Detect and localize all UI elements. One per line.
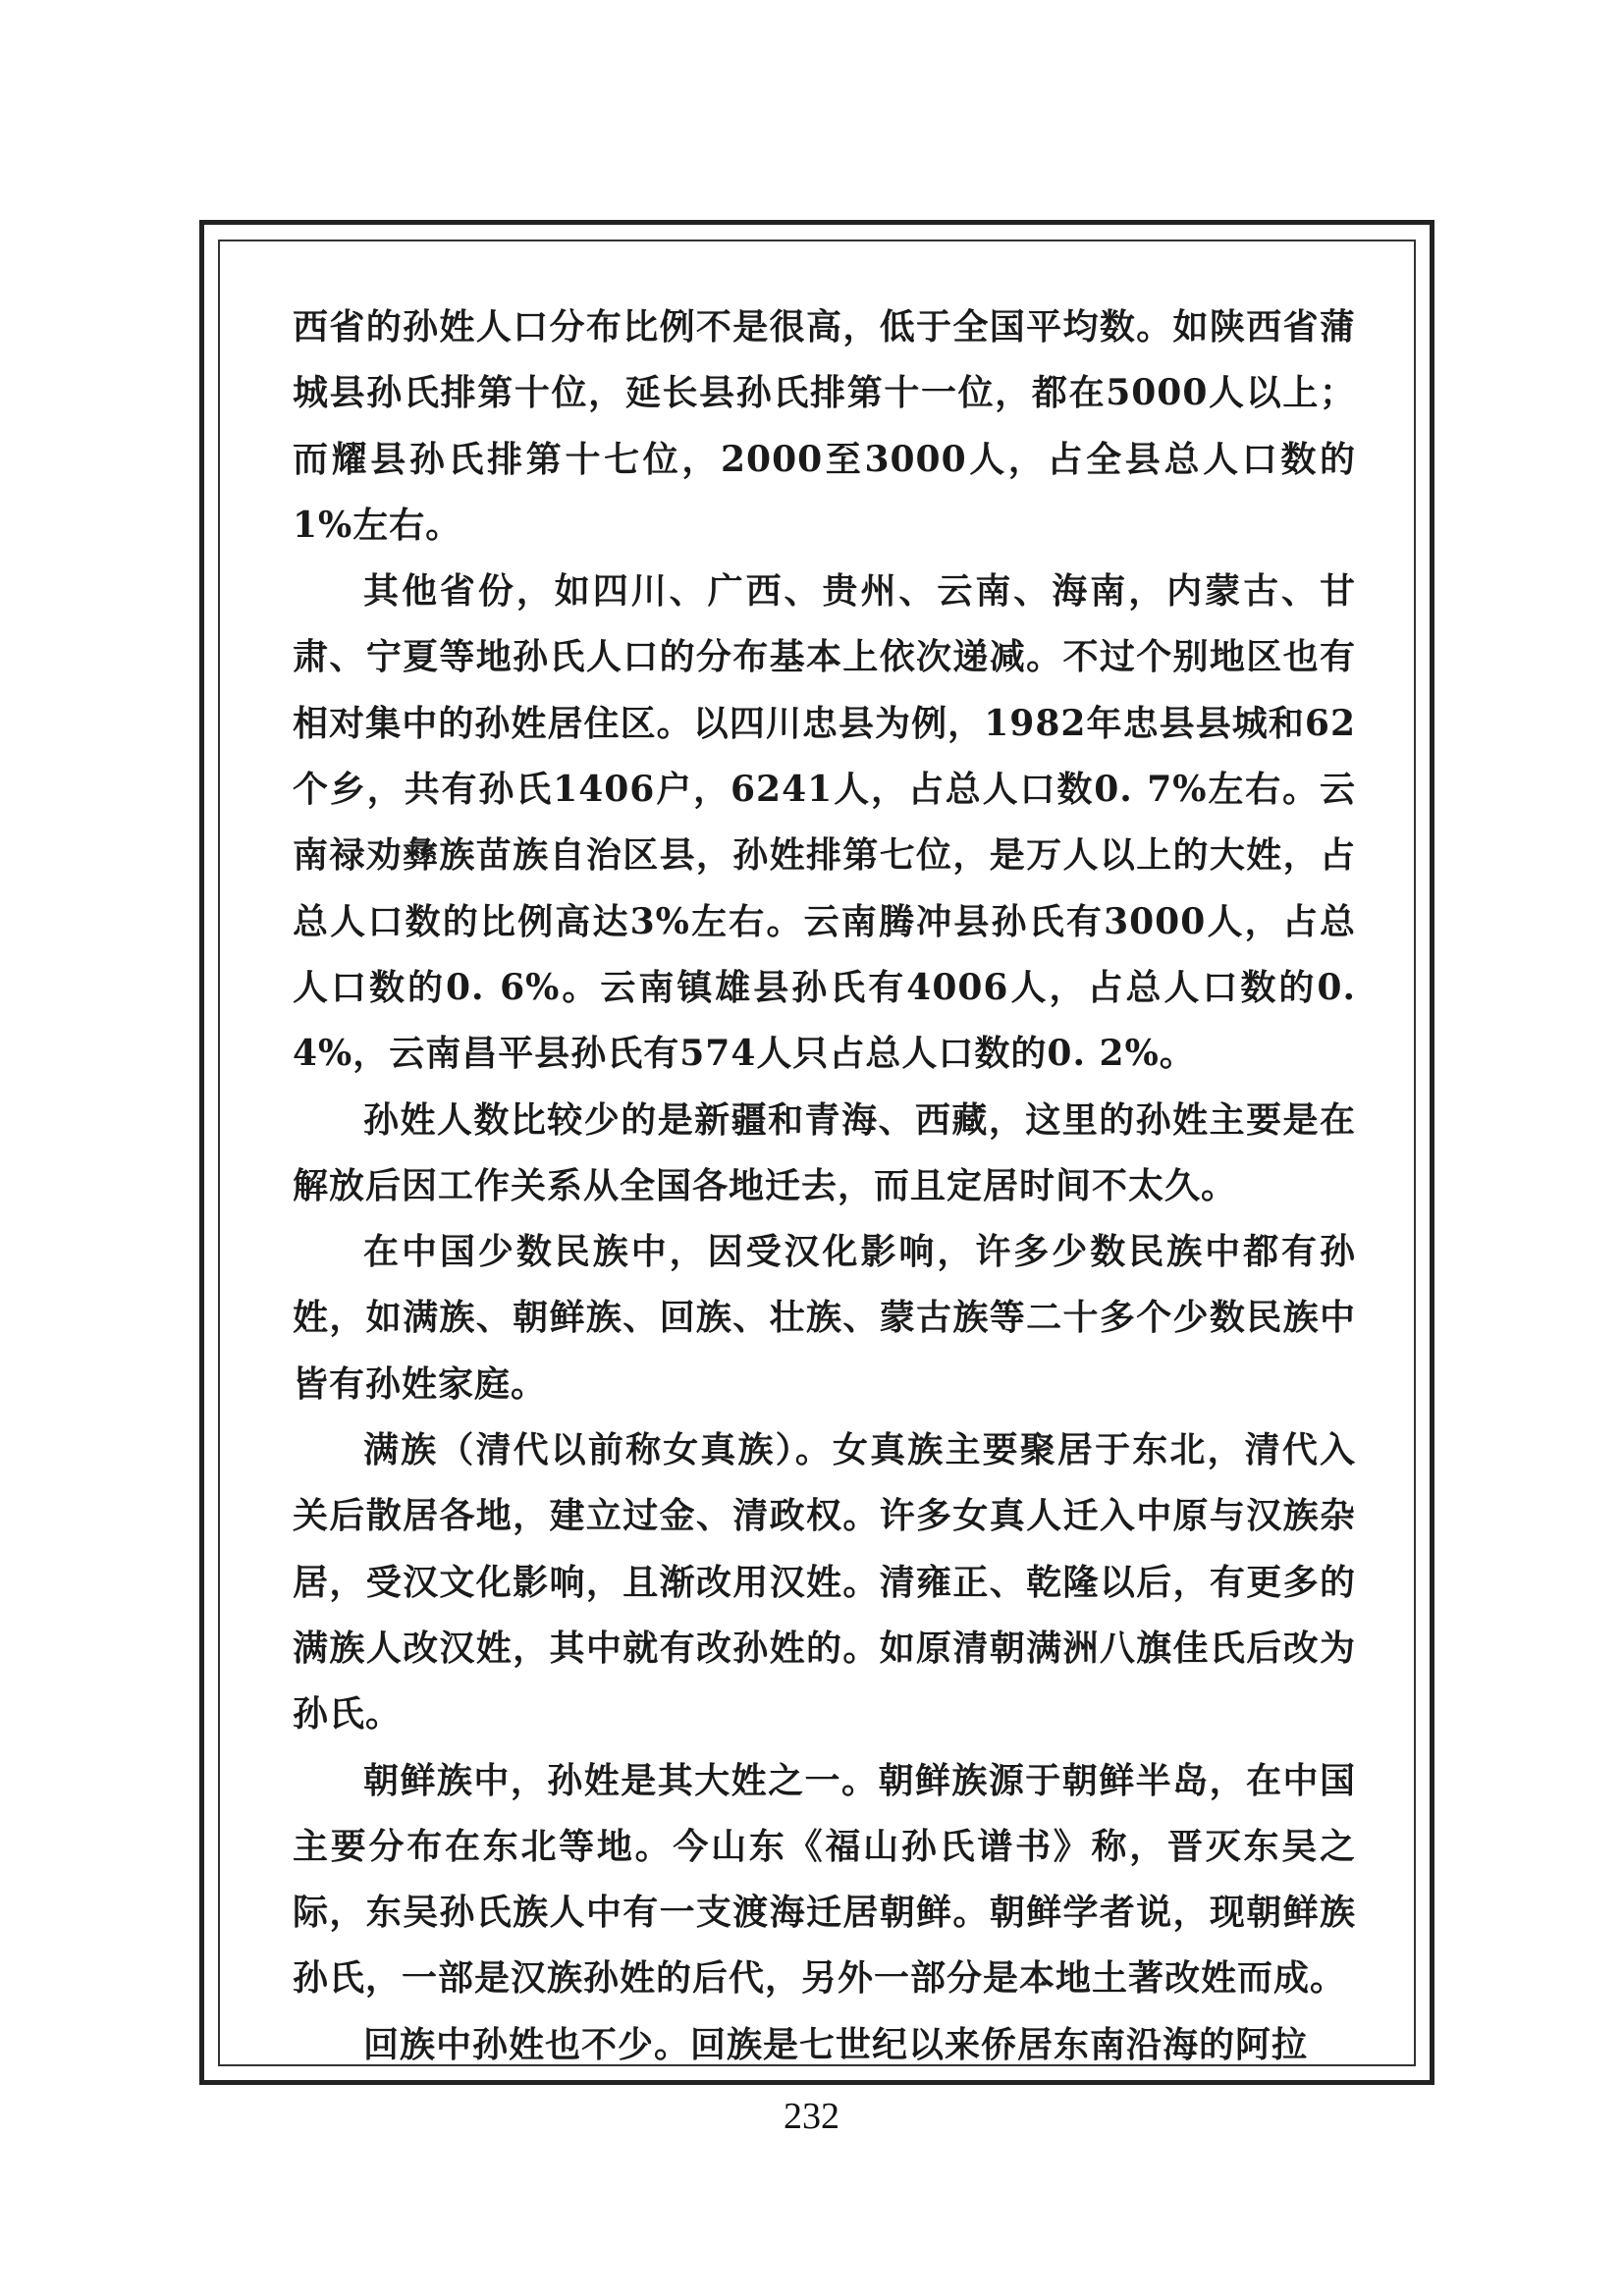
paragraph: 西省的孙姓人口分布比例不是很高，低于全国平均数。如陕西省蒲城县孙氏排第十位，延长县孙氏排第十一位，都在5000人以上；而耀县孙氏排第十七位，2000至3000人，占全县总人口数的1%左右。 [293,306,1356,546]
paragraph: 孙姓人数比较少的是新疆和青海、西藏，这里的孙姓主要是在解放后因工作关系从全国各地迁去，而且定居时间不太久。 [293,1098,1356,1206]
paragraph: 满族（清代以前称女真族）。女真族主要聚居于东北，清代入关后散居各地，建立过金、清政权。许多女真人迁入中原与汉族杂居，受汉文化影响，且渐改用汉姓。清雍正、乾隆以后，有更多的满族人改汉姓，其中就有改孙姓的。如原清朝满洲八旗佳氏后改为孙氏。 [293,1429,1356,1735]
page-number: 232 [784,2096,839,2137]
body-text [293,294,1356,2078]
paragraph: 朝鲜族中，孙姓是其大姓之一。朝鲜族源于朝鲜半岛，在中国主要分布在东北等地。今山东《福山孙氏谱书》称，晋灭东吴之际，东吴孙氏族人中有一支渡海迁居朝鲜。朝鲜学者说，现朝鲜族孙氏，一部是汉族孙姓的后代，另外一部分是本地土著改姓而成。 [293,1759,1356,2000]
paragraph: 在中国少数民族中，因受汉化影响，许多少数民族中都有孙姓，如满族、朝鲜族、回族、壮族、蒙古族等二十多个少数民族中皆有孙姓家庭。 [293,1231,1356,1405]
paragraph: 回族中孙姓也不少。回族是七世纪以来侨居东南沿海的阿拉 [363,2023,1309,2065]
paragraph: 其他省份，如四川、广西、贵州、云南、海南，内蒙古、甘肃、宁夏等地孙氏人口的分布基本上依次递减。不过个别地区也有相对集中的孙姓居住区。以四川忠县为例，1982年忠县县城和62个乡，共有孙氏1406户，6241人，占总人口数0. 7%左右。云南禄劝彝族苗族自治区县，孙姓排第七位，是万人以上的大姓，占总人口数的比例高达3%左右。云南腾冲县孙氏有3000人，占总人口数的0. 6%。云南镇雄县孙氏有4006人，占总人口数的0. 4%，云南昌平县孙氏有574人只占总人口数的0. 2%。 [293,570,1356,1075]
